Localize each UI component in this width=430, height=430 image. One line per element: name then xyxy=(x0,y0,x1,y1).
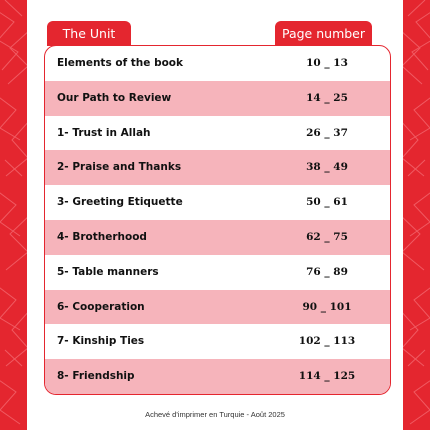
unit-column-header: The Unit xyxy=(47,21,131,46)
table-row xyxy=(45,46,390,81)
unit-title: 3- Greeting Etiquette xyxy=(57,196,183,209)
table-row xyxy=(45,290,390,325)
table-row xyxy=(45,220,390,255)
table-row xyxy=(45,324,390,359)
unit-title: 2- Praise and Thanks xyxy=(57,161,182,174)
unit-title: Our Path to Review xyxy=(57,91,172,104)
left-decorative-band xyxy=(0,0,27,430)
star-pattern-icon xyxy=(0,0,27,430)
page-range: 76 _ 89 xyxy=(306,265,348,278)
page-range: 26 _ 37 xyxy=(306,126,348,139)
unit-title: 7- Kinship Ties xyxy=(57,335,145,348)
page-range: 90 _ 101 xyxy=(302,300,352,313)
unit-title: 6- Cooperation xyxy=(57,300,145,313)
page-range: 102 _ 113 xyxy=(298,335,356,348)
page-range: 10 _ 13 xyxy=(306,57,348,69)
right-decorative-band xyxy=(403,0,430,430)
unit-title: Elements of the book xyxy=(57,57,183,69)
contents-table xyxy=(44,45,391,395)
unit-title: 1- Trust in Allah xyxy=(57,126,151,139)
page-range: 50 _ 61 xyxy=(306,196,348,209)
table-row xyxy=(45,255,390,290)
page-range: 114 _ 125 xyxy=(298,370,356,383)
table-row xyxy=(45,81,390,116)
unit-title: 4- Brotherhood xyxy=(57,230,147,243)
page-number-column-header: Page number xyxy=(275,21,372,46)
table-row xyxy=(45,359,390,394)
unit-title: 5- Table manners xyxy=(57,265,159,278)
page-range: 38 _ 49 xyxy=(306,161,348,174)
table-row xyxy=(45,185,390,220)
page-range: 62 _ 75 xyxy=(306,230,348,243)
table-row xyxy=(45,116,390,151)
star-pattern-icon xyxy=(403,0,430,430)
page-range: 14 _ 25 xyxy=(306,91,348,104)
table-row xyxy=(45,150,390,185)
printing-note: Achevé d'imprimer en Turquie - Août 2025 xyxy=(145,410,285,419)
unit-title: 8- Friendship xyxy=(57,370,135,383)
